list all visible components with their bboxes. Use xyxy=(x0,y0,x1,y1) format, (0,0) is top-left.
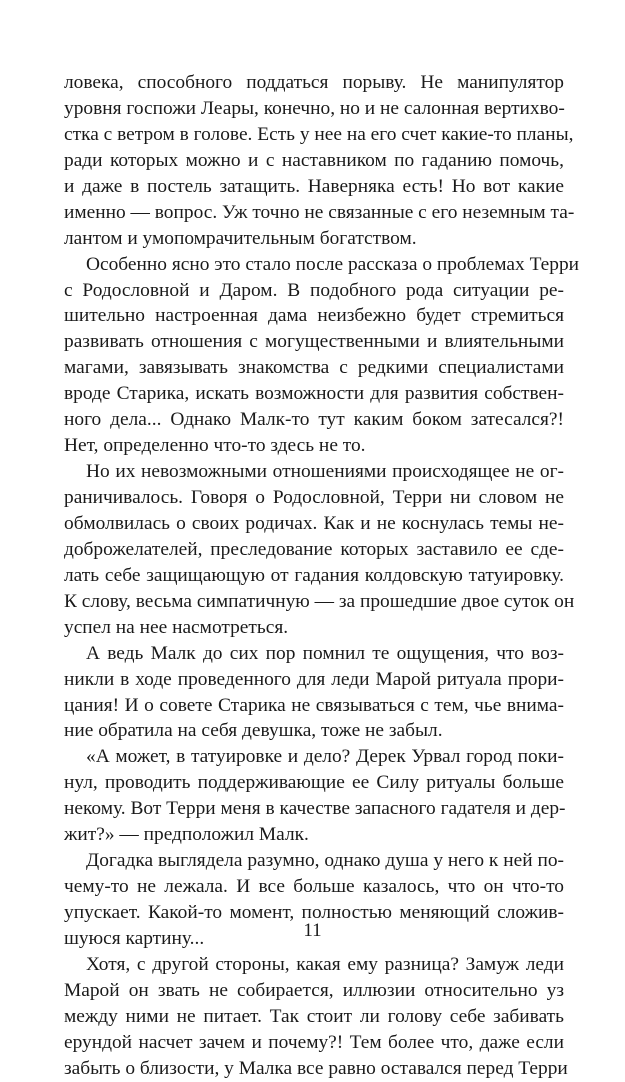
text-line: забыть о близости, у Малка все равно оставался перед Терри xyxy=(64,1057,568,1079)
text-line: Хотя, с другой стороны, какая ему разница? Замуж леди xyxy=(86,953,564,975)
text-line: и даже в постель затащить. Наверняка есть! Но вот какие xyxy=(64,175,564,197)
text-line: уровня госпожи Леары, конечно, но и не салонная вертихво- xyxy=(64,97,565,119)
text-line: ловека, способного поддаться порыву. Не манипулятор xyxy=(64,72,564,93)
text-line: между ними не питает. Так стоит ли голову себе забивать xyxy=(64,1005,564,1027)
text-line: некому. Вот Терри меня в качестве запасного гадателя и дер- xyxy=(64,798,566,820)
page-number: 11 xyxy=(303,920,322,941)
text-line: раничивалось. Говоря о Родословной, Терри ни словом не xyxy=(64,487,564,508)
text-line: ерундой насчет зачем и почему?! Тем более что, даже если xyxy=(64,1031,564,1053)
text-line: ного дела... Однако Малк-то тут каким боком затесался?! xyxy=(64,409,564,431)
text-line: с Родословной и Даром. В подобного рода ситуации ре- xyxy=(64,279,564,301)
text-line: нул, проводить поддерживающие ее Силу ритуалы больше xyxy=(64,772,564,794)
text-line: именно — вопрос. Уж точно не связанные с его неземным та- xyxy=(64,201,575,223)
text-line: «А может, в татуировке и дело? Дерек Урвал город поки- xyxy=(86,746,564,768)
text-line: упускает. Какой-то момент, полностью меняющий сложив- xyxy=(64,902,564,923)
text-line: магами, завязывать знакомства с редкими специалистами xyxy=(64,357,564,379)
text-line: лантом и умопомрачительным богатством. xyxy=(64,227,417,249)
text-line: цания! И о совете Старика не связываться с тем, чье внима- xyxy=(64,694,564,716)
text-line: ради которых можно и с наставником по гаданию помочь, xyxy=(64,149,564,171)
text-line: жит?» — предположил Малк. xyxy=(64,824,309,846)
text-line: успел на нее насмотреться. xyxy=(64,616,289,638)
text-line: лать себе защищающую от гадания колдовскую татуировку. xyxy=(64,564,564,586)
text-line: чему-то не лежала. И все больше казалось, что он что-то xyxy=(64,876,564,898)
text-line: Догадка выглядела разумно, однако душа у него к ней по- xyxy=(86,850,564,872)
text-line: ние обратила на себя девушка, тоже не забыл. xyxy=(64,720,443,742)
text-line: обмолвилась о своих родичах. Как и не коснулась темы не- xyxy=(64,512,564,534)
text-line: никли в ходе проведенного для леди Марой ритуала прори- xyxy=(64,668,564,690)
text-line: Марой он звать не собирается, иллюзии относительно уз xyxy=(64,979,564,1001)
text-line: вроде Старика, искать возможности для развития собствен- xyxy=(64,383,564,405)
text-line: развивать отношения с могущественными и влиятельными xyxy=(64,331,564,353)
text-line: шительно настроенная дама неизбежно будет стремиться xyxy=(64,305,564,327)
text-line: доброжелателей, преследование которых заставило ее сде- xyxy=(64,538,564,560)
text-line: К слову, весьма симпатичную — за прошедшие двое суток он xyxy=(64,590,575,612)
text-line: Но их невозможными отношениями происходящее не ог- xyxy=(86,461,564,483)
text-line: Нет, определенно что-то здесь не то. xyxy=(64,435,366,457)
text-line: стка с ветром в голове. Есть у нее на его счет какие-то планы, xyxy=(64,123,574,145)
text-line: А ведь Малк до сих пор помнил те ощущения, что воз- xyxy=(86,642,564,664)
text-line: шуюся картину... xyxy=(64,927,205,949)
text-line: Особенно ясно это стало после рассказа о проблемах Терри xyxy=(86,253,580,275)
